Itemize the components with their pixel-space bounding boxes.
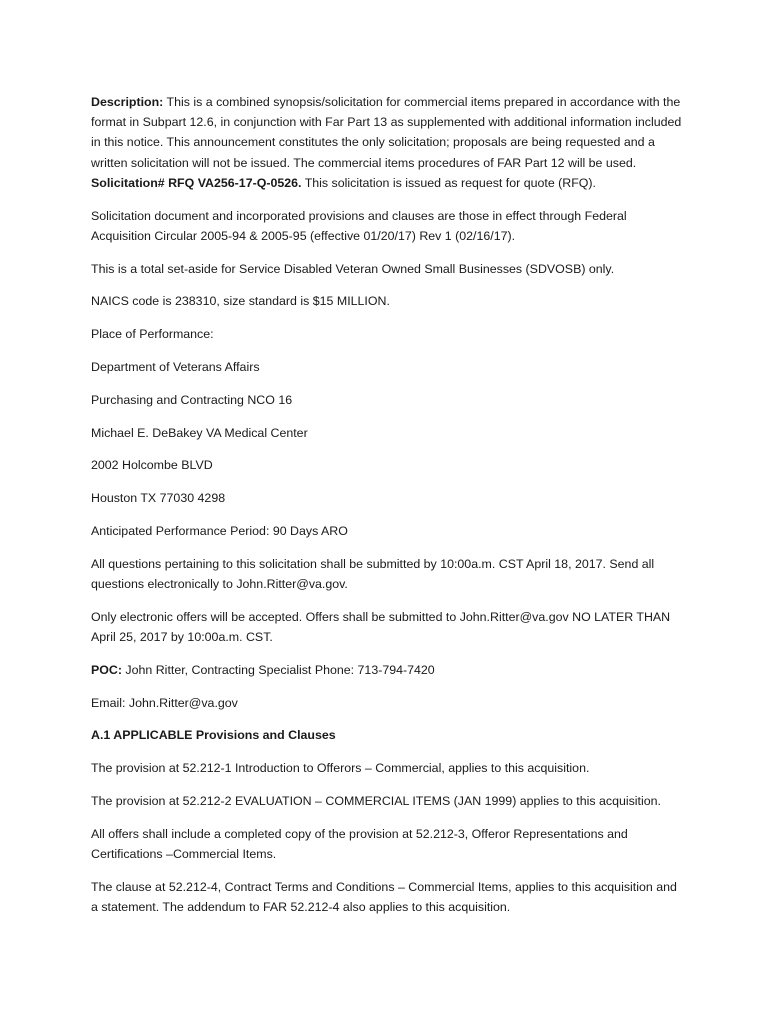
email-paragraph: Email: John.Ritter@va.gov [91, 695, 238, 710]
description-text: This is a combined synopsis/solicitation for commercial items prepared in accordance with the format in Subpart 12.6, in conjunction with Far Part 13 as supplemented with additional information included in this notice. This announcement constitutes the only solicitation; proposals are being requested and a written solicitation will not be issued. The commercial items procedures of FAR Part 12 will be used. [91, 95, 682, 170]
performance-period-paragraph: Anticipated Performance Period: 90 Days ARO [91, 523, 348, 538]
description-label: Description: [91, 95, 164, 109]
address-line-center: Michael E. DeBakey VA Medical Center [91, 425, 308, 440]
solicitation-number: Solicitation# RFQ VA256-17-Q-0526. [91, 175, 302, 190]
clause-52-212-4-paragraph: The clause at 52.212-4, Contract Terms and Conditions – Commercial Items, applies to this acquisition and a statement. The addendum to FAR 52.212-4 also applies to this acquisition. [91, 879, 677, 914]
address-line-street: 2002 Holcombe BLVD [91, 458, 213, 473]
poc-paragraph [91, 660, 683, 680]
set-aside-paragraph: This is a total set-aside for Service Disabled Veteran Owned Small Businesses (SDVOSB) only. [91, 261, 615, 276]
section-a1-heading [91, 725, 683, 745]
acquisition-circular-paragraph: Solicitation document and incorporated provisions and clauses are those in effect through Federal Acquisition Circular 2005-94 & 2005-95 (effective 01/20/17) Rev 1 (02/16/17). [91, 208, 627, 243]
address-line-department: Department of Veterans Affairs [91, 360, 260, 374]
offers-paragraph: Only electronic offers will be accepted. Offers shall be submitted to John.Ritter@va.gov NO LATER THAN April 25, 2017 by 10:00a.m. CST. [91, 609, 671, 644]
poc-label: POC: [91, 662, 122, 677]
provision-52-212-2-paragraph: The provision at 52.212-2 EVALUATION – COMMERCIAL ITEMS (JAN 1999) applies to this acquisition. [91, 793, 661, 808]
address-line-office: Purchasing and Contracting NCO 16 [91, 392, 293, 407]
poc-text: John Ritter, Contracting Specialist Phone: 713-794-7420 [121, 662, 435, 677]
naics-paragraph: NAICS code is 238310, size standard is $15 MILLION. [91, 294, 390, 309]
provision-52-212-1-paragraph: The provision at 52.212-1 Introduction to Offerors – Commercial, applies to this acquisition. [91, 761, 590, 776]
questions-paragraph: All questions pertaining to this solicitation shall be submitted by 10:00a.m. CST April 18, 2017. Send all questions electronically to John.Ritter@va.gov. [91, 556, 655, 591]
provision-52-212-3-paragraph: All offers shall include a completed copy of the provision at 52.212-3, Offeror Representations and Certifications –Commercial Items. [91, 826, 628, 861]
place-of-performance-heading: Place of Performance: [91, 327, 214, 342]
address-line-city: Houston TX 77030 4298 [91, 491, 226, 506]
section-a1-heading-text: A.1 APPLICABLE Provisions and Clauses [91, 728, 336, 743]
document-page [91, 92, 683, 930]
description-paragraph [91, 92, 683, 193]
description-text-end: This solicitation is issued as request for quote (RFQ). [301, 175, 596, 190]
